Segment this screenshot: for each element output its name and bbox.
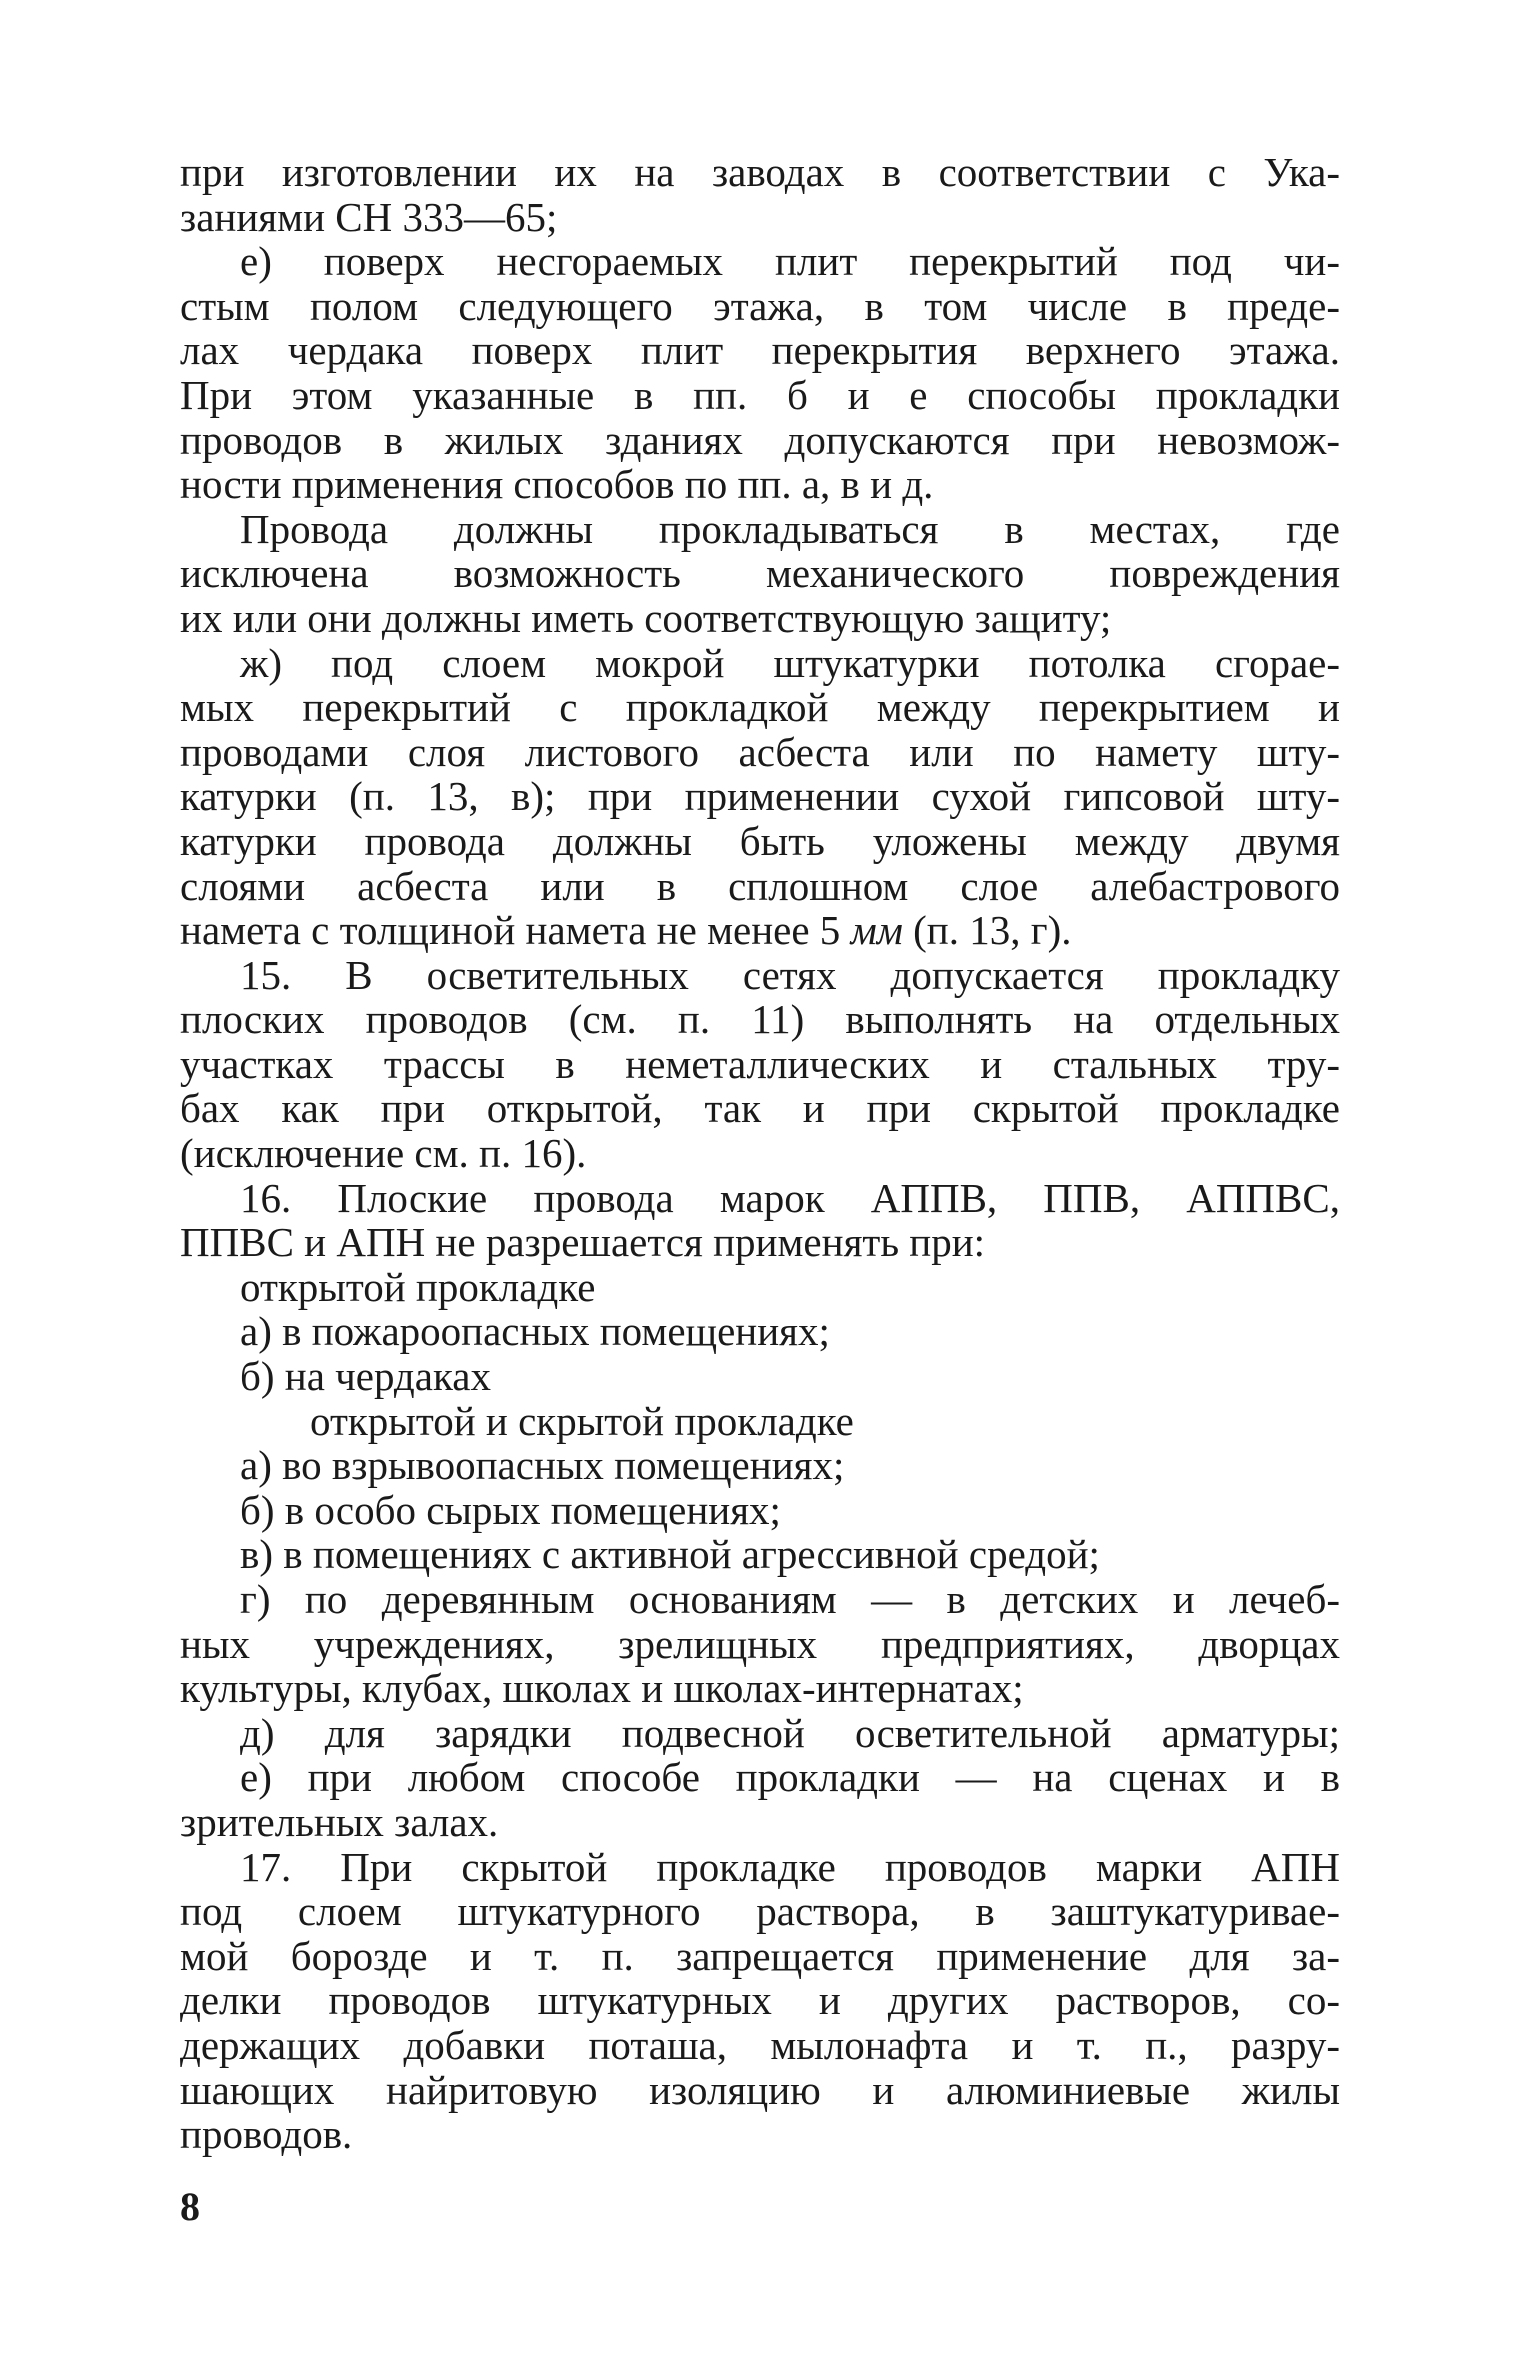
text-line: мой борозде и т. п. запрещается применение для за- (180, 1932, 1340, 1979)
text-line: е) при любом способе прокладки — на сценах и в (240, 1754, 1340, 1801)
text-line: культуры, клубах, школах и школах-интернатах; (180, 1665, 1024, 1712)
text-line: шающих найритовую изоляцию и алюминиевые жилы (180, 2066, 1340, 2113)
text-line: При этом указанные в пп. б и е способы прокладки (180, 371, 1340, 418)
text-line: проводами слоя листового асбеста или по намету шту- (180, 728, 1340, 775)
text-line: заниями СН 333—65; (180, 193, 558, 240)
text-line: слоями асбеста или в сплошном слое алебастрового (180, 862, 1340, 909)
text-line: б) на чердаках (240, 1353, 491, 1400)
text-line: 16. Плоские провода марок АППВ, ППВ, АППВС, (240, 1174, 1340, 1221)
text-line: плоских проводов (см. п. 11) выполнять на отдельных (180, 996, 1340, 1043)
text-line: в) в помещениях с активной агрессивной средой; (240, 1531, 1100, 1578)
page-text-block (180, 150, 1340, 2157)
text-line: катурки провода должны быть уложены между двумя (180, 817, 1340, 864)
text-line: 15. В осветительных сетях допускается прокладку (240, 951, 1340, 998)
text-line: проводов в жилых зданиях допускаются при невозмож- (180, 416, 1340, 463)
text-line: е) поверх несгораемых плит перекрытий под чи- (240, 238, 1340, 285)
text-line: их или они должны иметь соответствующую защиту; (180, 594, 1112, 641)
text-line: б) в особо сырых помещениях; (240, 1486, 781, 1533)
text-line: под слоем штукатурного раствора, в заштукатуривае- (180, 1888, 1340, 1935)
text-line: мых перекрытий с прокладкой между перекрытием и (180, 684, 1340, 731)
text-line: (исключение см. п. 16). (180, 1130, 587, 1177)
text-line: ППВС и АПН не разрешается применять при: (180, 1219, 986, 1266)
text-line: 17. При скрытой прокладке проводов марки АПН (240, 1843, 1340, 1890)
text-line: открытой прокладке (240, 1263, 596, 1310)
text-line: исключена возможность механического повреждения (180, 550, 1340, 597)
text-line: делки проводов штукатурных и других растворов, со- (180, 1977, 1340, 2024)
text-line: а) во взрывоопасных помещениях; (240, 1442, 845, 1489)
text-line: держащих добавки поташа, мылонафта и т. п., разру- (180, 2021, 1340, 2068)
text-line: д) для зарядки подвесной осветительной арматуры; (240, 1709, 1340, 1756)
text-line: зрительных залах. (180, 1798, 499, 1845)
text-line: бах как при открытой, так и при скрытой прокладке (180, 1085, 1340, 1132)
text-line: Провода должны прокладываться в местах, где (240, 505, 1340, 552)
text-line: ных учреждениях, зрелищных предприятиях, дворцах (180, 1620, 1340, 1667)
text-line: ности применения способов по пп. а, в и д. (180, 461, 934, 508)
unit-mm: мм (850, 907, 903, 954)
text-line: а) в пожароопасных помещениях; (240, 1308, 830, 1355)
text-line: г) по деревянным основаниям — в детских и лечеб- (240, 1576, 1340, 1622)
page-number: 8 (180, 2184, 200, 2229)
text-line: намета с толщиной намета не менее 5 мм (п. 13, г). (180, 907, 1072, 954)
text-line: открытой и скрытой прокладке (310, 1397, 854, 1444)
text-line: участках трассы в неметаллических и стальных тру- (180, 1040, 1340, 1087)
text-line: стым полом следующего этажа, в том числе в преде- (180, 282, 1340, 329)
text-line: ж) под слоем мокрой штукатурки потолка сгорае- (240, 639, 1340, 686)
text-line: при изготовлении их на заводах в соответствии с Ука- (180, 149, 1340, 195)
text-line: катурки (п. 13, в); при применении сухой гипсовой шту- (180, 773, 1340, 820)
text-line: проводов. (180, 2111, 353, 2158)
text-line: лах чердака поверх плит перекрытия верхнего этажа. (180, 327, 1340, 374)
